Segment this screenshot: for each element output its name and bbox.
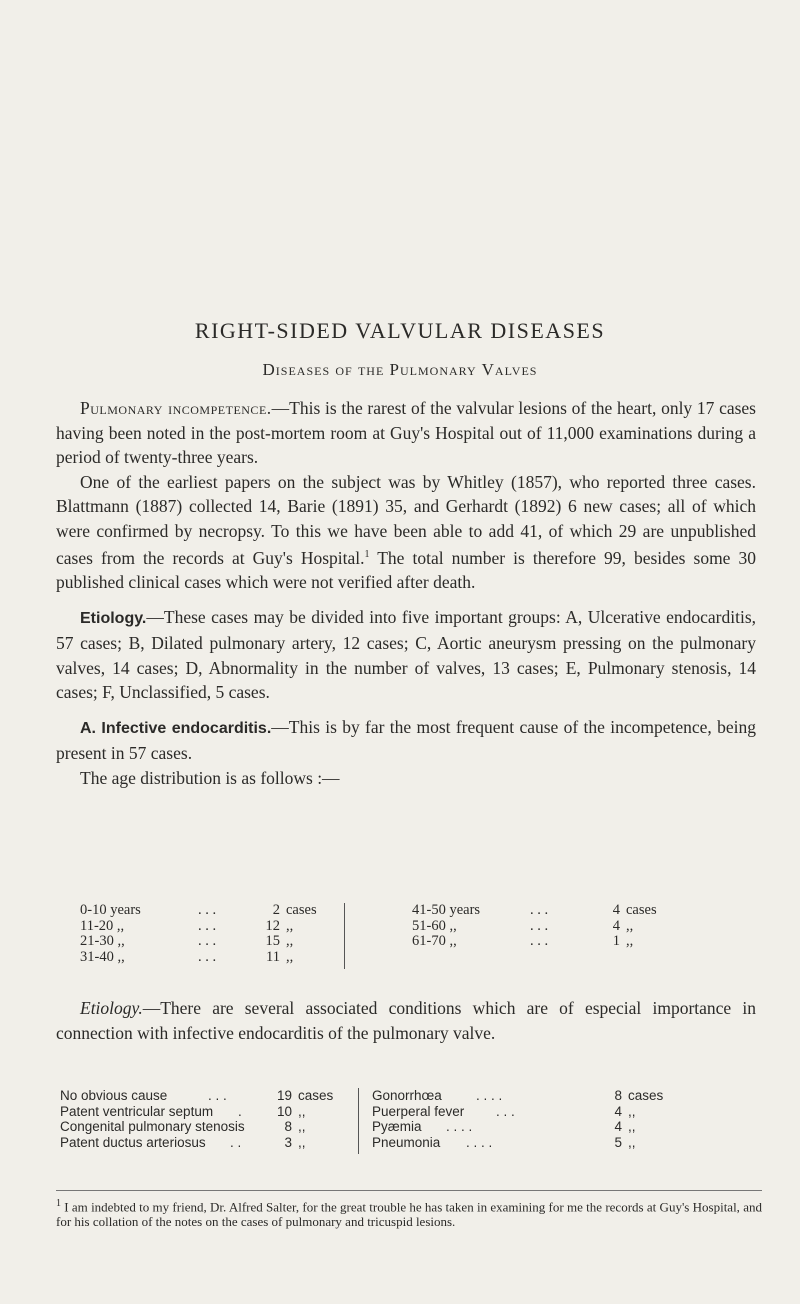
table-row: Pneumonia . . . . 5 ,, xyxy=(372,1134,636,1150)
footnote-text: $^1$ I am indebted to my friend, Dr. Alfred Salter, for the great trouble he has taken in examining for me the records at Guy's Hospital, and for his collation of the notes on the cases of pulmonary and tricuspid lesions. xyxy=(56,1198,762,1229)
paragraph-pulmonary-incompetence xyxy=(56,396,756,470)
table-row: Patent ventricular septum . 10 ,, xyxy=(60,1103,306,1119)
age-table-left xyxy=(80,903,317,965)
table-row: 21-30 ,, . . . 15 ,, xyxy=(80,933,294,949)
age-intro: The age distribution is as follows :— xyxy=(80,767,340,788)
table-row: Gonorrhœa . . . . 8 cases xyxy=(372,1088,664,1103)
table-row: 31-40 ,, . . . 11 ,, xyxy=(80,948,294,965)
heading-etiology: Etiology. xyxy=(80,609,147,627)
table-divider xyxy=(358,1088,359,1154)
text-history-b: The total number is therefore 99, besides some 30 published clinical cases which were not verified after death. xyxy=(56,547,756,593)
table-row: Congenital pulmonary stenosis 8 ,, xyxy=(60,1119,306,1134)
table-row: Patent ductus arteriosus . . 3 ,, xyxy=(60,1134,306,1150)
footnote-divider xyxy=(56,1190,762,1191)
paragraph-history xyxy=(56,470,756,595)
table-divider xyxy=(344,903,345,969)
text-etiology-sub: —There are several associated conditions which are of especial importance in connection with infective endocarditis of the pulmonary valve. xyxy=(56,998,756,1043)
text-etiology: —These cases may be divided into five important groups: A, Ulcerative endocarditis, 57 cases; B, Dilated pulmonary artery, 12 cases; C, Aortic aneurysm pressing on the pulmonary valves, 14 cases; D, Abnormality in the number of valves, 13 cases; E, Pulmonary stenosis, 14 cases; F, Unclassified, 5 cases. xyxy=(56,606,756,703)
footnote xyxy=(56,1197,762,1229)
table-row: 41-50 years . . . 4 cases xyxy=(412,902,657,918)
table-row: 0-10 years . . . 2 cases xyxy=(80,902,317,918)
table-row: Puerperal fever . . . 4 ,, xyxy=(372,1103,636,1119)
heading-etiology-sub: Etiology. xyxy=(80,998,143,1018)
main-text xyxy=(56,396,756,790)
conditions-table-right xyxy=(372,1088,663,1150)
heading-pulmonary-incompetence: Pulmonary incompetence. xyxy=(80,398,272,418)
paragraph-etiology-sub xyxy=(56,996,756,1045)
text-infective: —This is by far the most frequent cause of the incompetence, being present in 57 cases. xyxy=(56,716,756,764)
footnote-marker: 1 xyxy=(56,1198,61,1209)
heading-infective: A. Infective endocarditis. xyxy=(80,719,272,737)
table-row: 11-20 ,, . . . 12 ,, xyxy=(80,917,294,934)
table-row: Pyæmia . . . . 4 ,, xyxy=(372,1119,636,1134)
etiology-sub-text xyxy=(56,996,756,1045)
running-head: RIGHT-SIDED VALVULAR DISEASES xyxy=(194,318,606,343)
text-history-a: One of the earliest papers on the subject was by Whitley (1857), who reported three cases. Blattmann (1887) collected 14, Barie (1891) 35, and Gerhardt (1892) 6 new cases; all of which were confirmed by necropsy. To this we have been able to add 41, of which 29 are unpublished cases from the records at Guy's Hospital. xyxy=(56,471,756,568)
table-row: 51-60 ,, . . . 4 ,, xyxy=(412,917,634,934)
age-table-right xyxy=(412,903,657,950)
table-row: No obvious cause . . . 19 cases xyxy=(60,1088,334,1103)
section-title: Diseases of the Pulmonary Valves xyxy=(262,360,538,379)
footnote-ref: 1 xyxy=(364,549,370,560)
paragraph-etiology xyxy=(56,605,756,705)
conditions-table-left xyxy=(60,1088,333,1150)
text-pulmonary-incompetence: —This is the rarest of the valvular lesions of the heart, only 17 cases having been noted in the post-mortem room at Guy's Hospital out of 11,000 examinations during a period of twenty-three years. xyxy=(56,398,756,467)
table-row: 61-70 ,, . . . 1 ,, xyxy=(412,933,634,949)
paragraph-infective xyxy=(56,715,756,766)
